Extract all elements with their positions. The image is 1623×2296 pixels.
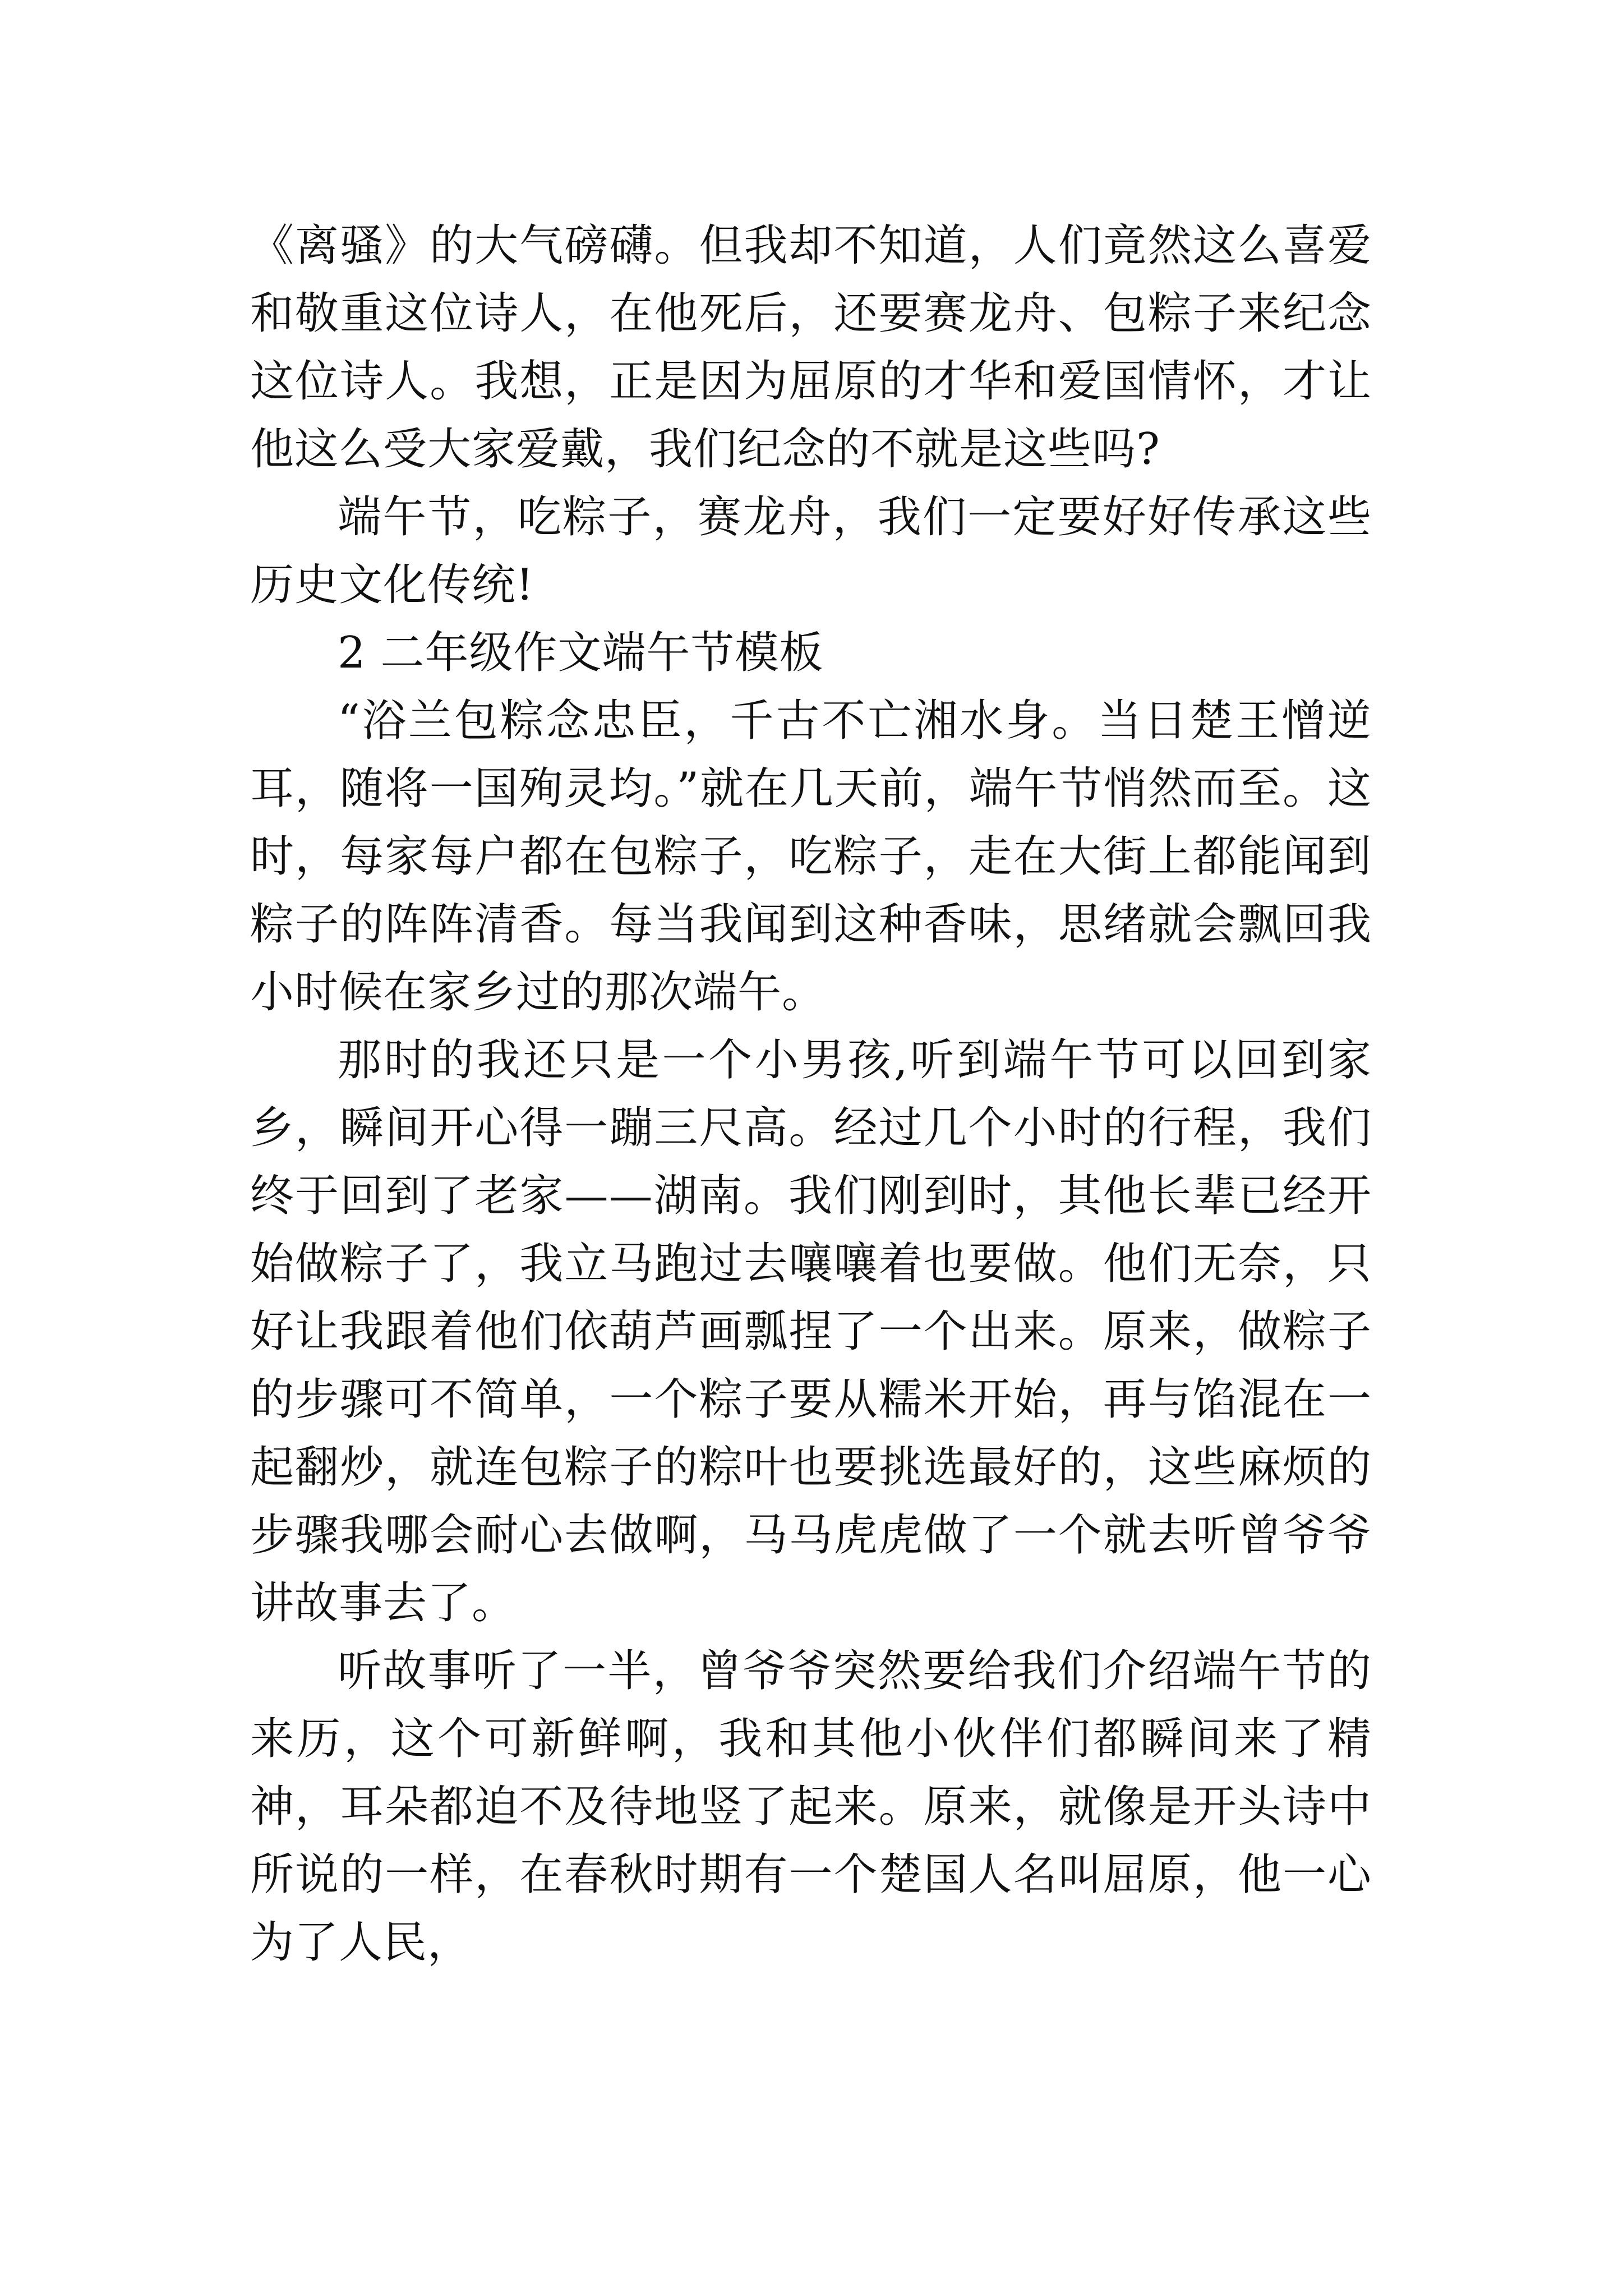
paragraph-lisao-reflection: 《离骚》的大气磅礴。但我却不知道，人们竟然这么喜爱和敬重这位诗人，在他死后，还要赛龙舟、包粽子来纪念这位诗人。我想，正是因为屈原的才华和爱国情怀，才让他这么受大家爱戴，我们纪念的不就是这些吗? [250, 220, 1372, 475]
paragraph-poem-opening: “浴兰包粽念忠臣，千古不亡湘水身。当日楚王憎逆耳，随将一国殉灵均。”就在几天前，端午节悄然而至。这时，每家每户都在包粽子，吃粽子，走在大街上都能闻到粽子的阵阵清香。每当我闻到这种香味，思绪就会飘回我小时候在家乡过的那次端午。 [250, 696, 1372, 1018]
paragraph-story-origin: 听故事听了一半，曾爷爷突然要给我们介绍端午节的来历，这个可新鲜啊，我和其他小伙伴们都瞬间来了精神，耳朵都迫不及待地竖了起来。原来，就像是开头诗中所说的一样，在春秋时期有一个楚国人名叫屈原，他一心为了人民， [250, 1646, 1372, 1968]
section-heading: 2 二年级作文端午节模板 [338, 628, 824, 678]
paragraph-tradition: 端午节，吃粽子，赛龙舟，我们一定要好好传承这些历史文化传统! [250, 492, 1372, 610]
document-body [250, 212, 1372, 1977]
paragraph-hometown-zongzi: 那时的我还只是一个小男孩,听到端午节可以回到家乡，瞬间开心得一蹦三尺高。经过几个小时的行程，我们终于回到了老家——湖南。我们刚到时，其他长辈已经开始做粽子了，我立马跑过去嚷嚷着也要做。他们无奈，只好让我跟着他们依葫芦画瓢捏了一个出来。原来，做粽子的步骤可不简单，一个粽子要从糯米开始，再与馅混在一起翻炒，就连包粽子的粽叶也要挑选最好的，这些麻烦的步骤我哪会耐心去做啊，马马虎虎做了一个就去听曾爷爷讲故事去了。 [250, 1035, 1372, 1628]
